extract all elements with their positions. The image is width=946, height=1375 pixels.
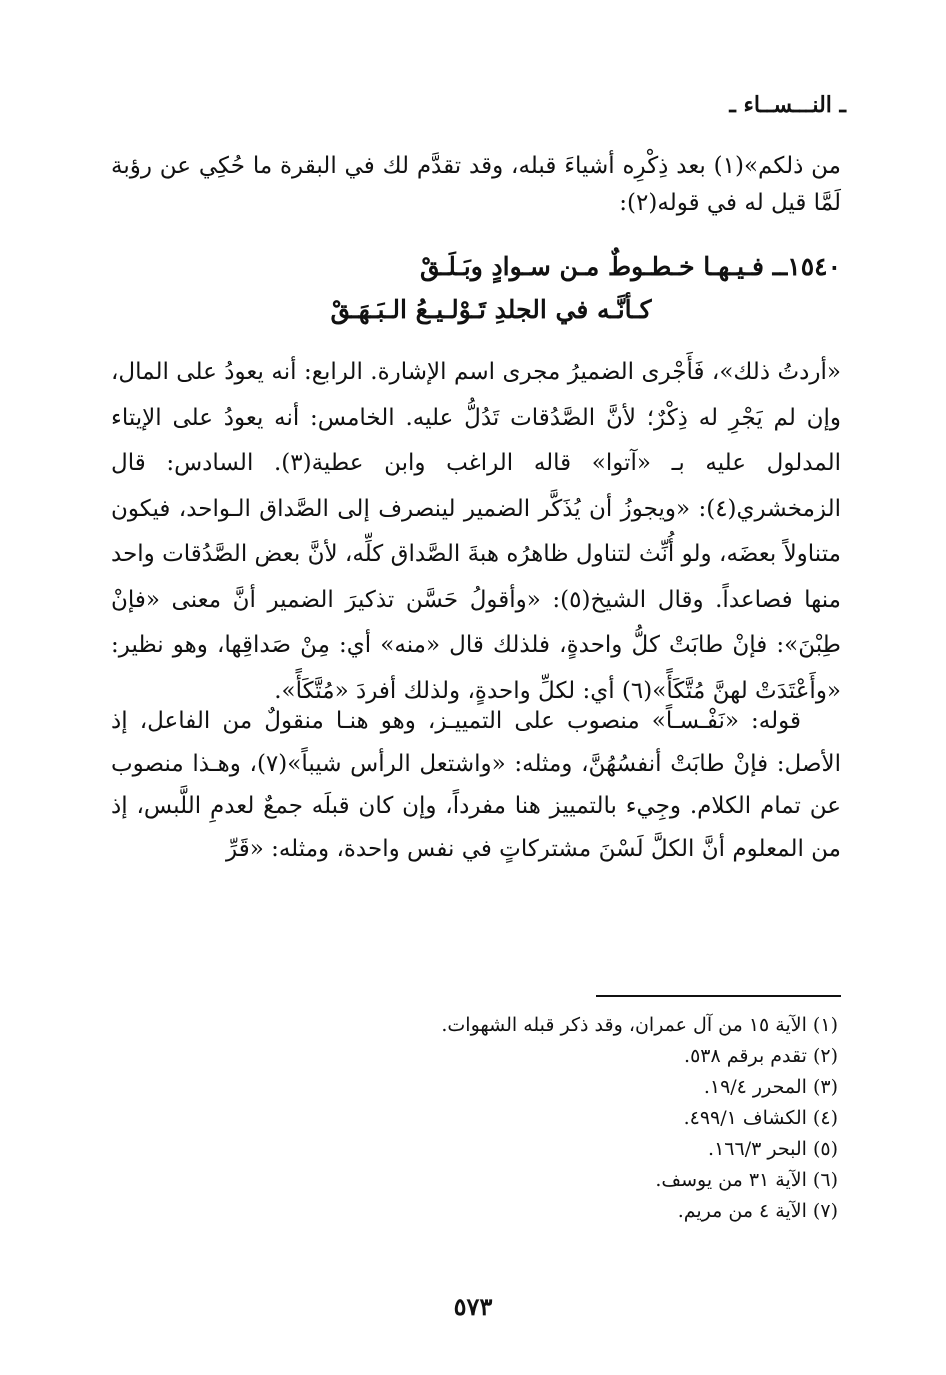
footnote-item: (٥) البحر ١٦٦/٣.	[708, 1138, 838, 1160]
paragraph-text: قوله: «نَفْـسـاً» منصوب على التمييـز، وهو هنـا منقولٌ من الفاعل، إذ الأصل: فإنْ طابَتْ أنفسُهُنَّ، ومثله: «واشتعل الرأس شيباً»(٧)، وهـذا منصوب عن تمام الكلام. وجِيء بالتمييز هنا مفرداً، وإن كان قبلَه جمعٌ لعدمِ اللَّبس، إذ من المعلوم أنَّ الكلَّ لَسْنَ مشتركاتٍ في نفس واحدة، ومثله: «قَرِّ	[111, 708, 841, 862]
paragraph-text: «أردتُ ذلك»، فَأَجْرى الضميرُ مجرى اسم الإشارة. الرابع: أنه يعودُ على المال، وإن لم يَجْرِ له ذِكْرٌ؛ لأنَّ الصَّدُقات تَدُلُّ عليه. الخامس: أنه يعودُ على الإيتاء المدلول عليه بـ «آتوا» قاله الراغب وابن عطية(٣). السادس: قال الزمخشري(٤): «ويجوزُ أن يُذَكَّر الضمير لينصرف إلى الصَّداق الـواحد، فيكون متناولاً بعضَه، ولو أُنِّث لتناول ظاهرُه هبةَ الصَّداق كلِّه، لأنَّ بعض الصَّدُقات واحد منها فصاعداً. وقال الشيخ(٥): «وأقولُ حَسَّن تذكيرَ الضمير أنَّ معنى «فإنْ طِبْنَ»: فإنْ طابَتْ كلُّ واحدةٍ، فلذلك قال «منه» أي: مِنْ صَداقِها، وهو نظير: «وأَعْتَدَتْ لهنَّ مُتَّكَأً»(٦) أي: لكلِّ واحدةٍ، ولذلك أفردَ «مُتَّكَأً».	[111, 359, 841, 704]
paragraph-intro	[111, 148, 841, 222]
paragraph-commentary	[111, 350, 841, 714]
footnote-item: (٢) تقدم برقم ٥٣٨.	[684, 1045, 838, 1067]
running-header: ـ النـــســاء ـ	[729, 92, 846, 118]
poem-verse-first-hemistich: ١٥٤٠ــ فـيـهـا خـطـوطٌ مـن سـوادٍ وبَـلَـقْ	[420, 252, 841, 281]
footnote-item: (٧) الآية ٤ من مريم.	[677, 1200, 838, 1222]
footnote-item: (١) الآية ١٥ من آل عمران، وقد ذكر قبله الشهوات.	[441, 1014, 838, 1036]
footnote-item: (٦) الآية ٣١ من يوسف.	[655, 1169, 838, 1191]
page-number: ٥٧٣	[453, 1292, 493, 1321]
footnotes-list	[338, 1010, 838, 1227]
paragraph-text: من ذلكم»(١) بعد ذِكْرِه أشياءَ قبله، وقد تقدَّم لك في البقرة ما حُكِي عن رؤبة لَمَّا قيل له في قوله(٢):	[111, 153, 841, 216]
paragraph-tamyiz	[111, 700, 841, 870]
footnote-item: (٣) المحرر ١٩/٤.	[703, 1076, 838, 1098]
footnote-item: (٤) الكشاف ٤٩٩/١.	[683, 1107, 838, 1129]
footnote-separator	[596, 995, 841, 997]
poem-verse-second-hemistich: كـأنَّـه في الجلدِ تَـوْلـيـعُ الـبَـهَـقْ	[330, 295, 652, 324]
